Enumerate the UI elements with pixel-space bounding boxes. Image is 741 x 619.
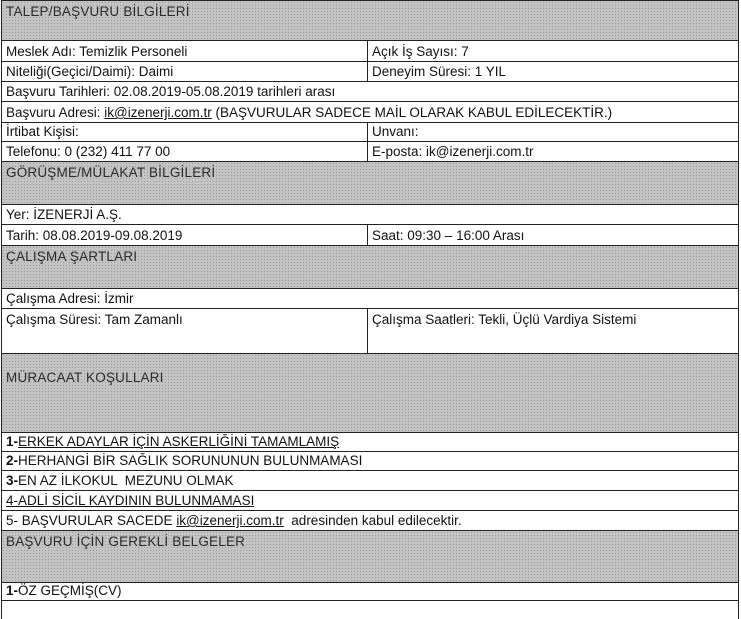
deneyim-cell [368,64,506,81]
unvan-text: Unvanı: [372,124,419,139]
belge-1 [2,583,122,600]
section-title: BAŞVURU İÇİN GEREKLİ BELGELER [6,534,246,549]
acik-is-text: Açık İş Sayısı: 7 [372,44,469,59]
row-kosul-3 [1,471,739,491]
calisma-saatler-text: Çalışma Saatleri: Tekli, Üçlü Vardiya Sistemi [372,312,637,327]
section-title: TALEP/BAŞVURU BİLGİLERİ [6,4,190,19]
row-calisma-sure [1,309,739,354]
row-kosul-1 [1,433,739,452]
section-header-muracaat [1,354,739,433]
kosul-4 [2,493,254,510]
section-title: MÜRACAAT KOŞULLARI [6,370,164,385]
kosul-number: 4- [6,493,19,508]
row-telefon [1,142,739,162]
nitelik-text: Niteliği(Geçici/Daimi): Daimi [6,64,174,79]
row-belge-1 [1,583,739,601]
row-calisma-adres [1,289,739,309]
tarih-text: Tarih: 08.08.2019-09.08.2019 [6,228,183,243]
meslek-text: Meslek Adı: Temizlik Personeli [6,44,188,59]
row-adres [1,102,739,123]
kosul-5-suffix: adresinden kabul edilecektir. [283,513,462,528]
row-tarih-saat [1,225,739,246]
calisma-sure-cell [2,309,368,353]
row-kosul-4 [1,491,739,511]
deneyim-text: Deneyim Süresi: 1 YIL [372,64,507,79]
calisma-sure-text: Çalışma Süresi: Tam Zamanlı [6,312,183,327]
tarihler-cell [2,84,335,101]
eposta-cell [368,144,534,161]
meslek-cell [2,41,368,61]
saat-text: Saat: 09:30 – 16:00 Arası [372,228,525,243]
row-empty [1,601,739,619]
nitelik-cell [2,62,368,81]
row-tarihler [1,82,739,102]
eposta-text: E-posta: ik@izenerji.com.tr [372,144,534,159]
kosul-2 [2,453,362,470]
kosul-text: ADLİ SİCİL KAYDININ BULUNMAMASI [18,493,255,508]
kosul-number: 2- [6,453,19,468]
row-yer [1,205,739,225]
kosul-text: ERKEK ADAYLAR İÇİN ASKERLİĞİNİ TAMAMLAMIŞ [18,434,340,449]
row-kosul-5 [1,511,739,531]
telefon-cell [2,142,368,161]
kosul-number: 1- [6,434,19,449]
adres-email-link[interactable]: ik@izenerji.com.tr [104,105,212,120]
row-kosul-2 [1,452,739,471]
acik-is-cell [368,44,469,61]
belge-number: 1- [6,583,19,598]
telefon-text: Telefonu: 0 (232) 411 77 00 [6,144,171,159]
kosul-3 [2,473,234,490]
section-header-belgeler [1,531,739,583]
section-title: GÖRÜŞME/MÜLAKAT BİLGİLERİ [6,165,216,180]
section-header-calisma [1,246,739,289]
unvan-cell [368,124,419,141]
row-meslek [1,41,739,62]
row-nitelik [1,62,739,82]
kosul-5-prefix: 5- BAŞVURULAR SACEDE [6,513,177,528]
section-header-gorusme [1,162,739,205]
yer-cell [2,207,122,224]
yer-text: Yer: İZENERJİ A.Ş. [6,207,122,222]
calisma-saatler-cell [368,309,636,329]
kosul-5-email-link[interactable]: ik@izenerji.com.tr [176,513,284,528]
irtibat-cell [2,123,368,141]
adres-note: (BAŞVURULAR SADECE MAİL OLARAK KABUL EDİLECEKTİR.) [211,105,613,120]
tarihler-text: Başvuru Tarihleri: 02.08.2019-05.08.2019 tarihleri arası [6,84,336,99]
belge-text: ÖZ GEÇMİŞ(CV) [18,583,122,598]
row-irtibat [1,123,739,142]
adres-label: Başvuru Adresi: [6,105,105,120]
kosul-number: 3- [6,473,19,488]
kosul-text: HERHANGİ BİR SAĞLIK SORUNUNUN BULUNMAMASI [18,453,363,468]
section-header-talep [1,0,739,41]
kosul-1 [2,434,339,451]
kosul-5 [2,513,462,530]
section-title: ÇALIŞMA ŞARTLARI [6,249,138,264]
calisma-adres-cell [2,291,134,308]
kosul-text: EN AZ İLKOKUL MEZUNU OLMAK [18,473,234,488]
tarih-cell [2,225,368,245]
adres-cell [2,105,612,122]
irtibat-text: İrtibat Kişisi: [6,124,79,139]
saat-cell [368,228,524,245]
calisma-adres-text: Çalışma Adresi: İzmir [6,291,134,306]
